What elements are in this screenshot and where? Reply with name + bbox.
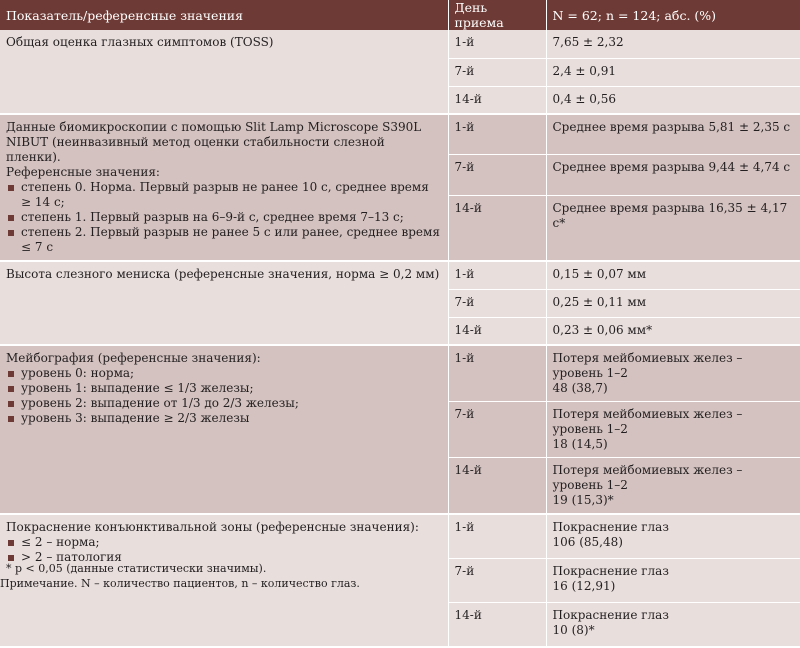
header-values: N = 62; n = 124; абс. (%) (546, 0, 800, 30)
table-row (0, 514, 800, 558)
legend-note: Примечание. N – количество пациентов, n – количество глаз. (0, 577, 360, 590)
significance-note: * p < 0,05 (данные статистически значимы). (6, 562, 267, 575)
visit-day-cell: 7-й (448, 155, 546, 196)
value-text: Потеря мейбомиевых желез – уровень 1–2 18 (14,5) (552, 407, 743, 451)
visit-day-cell: 1-й (448, 261, 546, 289)
visit-day-cell: 14-й (448, 196, 546, 262)
value-text: Среднее время разрыва 9,44 ± 4,74 с (552, 160, 791, 175)
visit-day-cell: 1-й (448, 345, 546, 402)
value-cell (546, 86, 800, 114)
value-text: Потеря мейбомиевых желез – уровень 1–2 48 (38,7) (552, 351, 743, 395)
table-row (0, 114, 800, 155)
reference-item: степень 0. Норма. Первый разрыв не ранее 10 с, среднее время ≥ 14 с; (6, 180, 442, 210)
visit-day-cell: 14-й (448, 602, 546, 647)
value-cell (546, 289, 800, 317)
reference-item: ≤ 2 – норма; (6, 535, 442, 550)
value-cell (546, 345, 800, 402)
visit-day-cell: 7-й (448, 289, 546, 317)
visit-day-cell: 7-й (448, 58, 546, 86)
table-body (0, 30, 800, 647)
value-cell (546, 155, 800, 196)
value-cell (546, 196, 800, 262)
table-notes (0, 561, 800, 591)
value-text: Среднее время разрыва 16,35 ± 4,17 с* (552, 201, 788, 230)
value-text: 0,15 ± 0,07 мм (552, 267, 647, 281)
value-cell (546, 317, 800, 345)
reference-item: > 2 – патология (6, 550, 442, 565)
parameter-label: Общая оценка глазных симптомов (TOSS) (6, 35, 274, 49)
visit-day-cell: 1-й (448, 514, 546, 558)
parameter-label: Высота слезного мениска (референсные значения, норма ≥ 0,2 мм) (6, 267, 440, 281)
parameter-cell (0, 114, 448, 261)
header-visit-day: День приема (448, 0, 546, 30)
visit-day-cell: 14-й (448, 458, 546, 515)
value-text: 0,4 ± 0,56 (552, 91, 616, 106)
visit-day-cell: 1-й (448, 30, 546, 58)
value-cell (546, 602, 800, 647)
parameter-cell (0, 30, 448, 114)
reference-item: уровень 3: выпадение ≥ 2/3 железы (6, 411, 442, 426)
visit-day-cell: 1-й (448, 114, 546, 155)
value-cell (546, 30, 800, 58)
reference-item: уровень 1: выпадение ≤ 1/3 железы; (6, 381, 442, 396)
value-text: Потеря мейбомиевых желез – уровень 1–2 19 (15,3)* (552, 463, 743, 507)
value-cell (546, 58, 800, 86)
value-text: 7,65 ± 2,32 (552, 35, 624, 49)
value-text: Среднее время разрыва 5,81 ± 2,35 с (552, 120, 791, 134)
reference-list (6, 366, 442, 426)
reference-item: степень 1. Первый разрыв на 6–9-й с, среднее время 7–13 с; (6, 210, 442, 225)
parameter-label: Мейбография (референсные значения): (6, 351, 261, 365)
parameter-cell (0, 261, 448, 345)
visit-day-cell: 14-й (448, 86, 546, 114)
parameter-cell (0, 345, 448, 514)
value-text: Покраснение глаз 16 (12,91) (552, 563, 669, 593)
visit-day-cell: 7-й (448, 558, 546, 602)
visit-day-cell: 14-й (448, 317, 546, 345)
value-cell (546, 114, 800, 155)
table-header-row (0, 0, 800, 30)
value-text: Покраснение глаз 106 (85,48) (552, 520, 669, 549)
header-parameter: Показатель/референсные значения (0, 0, 448, 30)
value-cell (546, 458, 800, 515)
value-cell (546, 261, 800, 289)
table-row (0, 30, 800, 58)
parameter-label: Данные биомикроскопии с помощью Slit Lamp Microscope S390L NIBUT (неинвазивный метод оценки стабильности слезной пленки). Референсные значения: (6, 120, 422, 179)
table-row (0, 261, 800, 289)
value-cell (546, 514, 800, 558)
value-text: 0,23 ± 0,06 мм* (552, 322, 653, 337)
reference-item: уровень 0: норма; (6, 366, 442, 381)
value-text: Покраснение глаз 10 (8)* (552, 607, 669, 637)
reference-list (6, 180, 442, 255)
parameter-label: Покраснение конъюнктивальной зоны (референсные значения): (6, 520, 419, 534)
reference-item: уровень 2: выпадение от 1/3 до 2/3 железы; (6, 396, 442, 411)
table-row (0, 345, 800, 402)
value-cell (546, 402, 800, 458)
reference-item: степень 2. Первый разрыв не ранее 5 с или ранее, среднее время ≤ 7 с (6, 225, 442, 255)
value-text: 0,25 ± 0,11 мм (552, 294, 647, 309)
value-text: 2,4 ± 0,91 (552, 63, 616, 78)
visit-day-cell: 7-й (448, 402, 546, 458)
